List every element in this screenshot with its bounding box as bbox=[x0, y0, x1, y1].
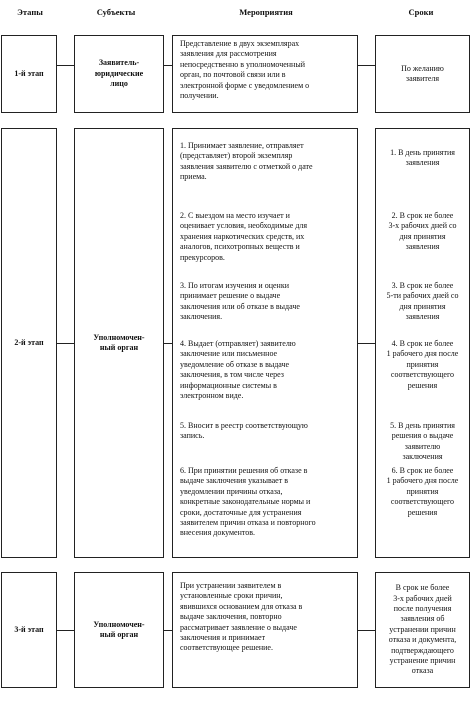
stage1-connector-a bbox=[57, 65, 74, 66]
stage3-label: 3-й этап bbox=[14, 624, 44, 634]
stage1-subject: Заявитель- юридические лицо bbox=[94, 58, 144, 89]
header-terms: Сроки bbox=[408, 7, 434, 17]
stage2-subject: Уполномочен- ный орган bbox=[93, 332, 145, 352]
stage3-action-box bbox=[172, 572, 358, 688]
stage1-action-box bbox=[172, 35, 358, 113]
stage2-action-5: 5. Вносит в реестр соответствующую запись. bbox=[180, 421, 308, 441]
stage2-term-4: 4. В срок не более 1 рабочего дня после принятия соответствующего решения bbox=[386, 339, 459, 390]
stage1-term: По желанию заявителя bbox=[401, 63, 444, 83]
stage3-connector-c bbox=[358, 630, 375, 631]
stage2-action-1: 1. Принимает заявление, отправляет (представляет) второй экземпляр заявления заявителю с отметкой о дате приема. bbox=[180, 141, 313, 182]
header-subjects: Субъекты bbox=[96, 7, 136, 17]
stage2-term-1: 1. В день принятия заявления bbox=[390, 148, 455, 168]
stage2-connector-b bbox=[164, 343, 172, 344]
stage2-term-2: 2. В срок не более 3-х рабочих дней со дня принятия заявления bbox=[388, 211, 457, 252]
stage2-terms-box bbox=[375, 128, 470, 558]
stage1-term-box bbox=[375, 35, 470, 113]
stage3-connector-b bbox=[164, 630, 172, 631]
stage3-subject-box bbox=[74, 572, 164, 688]
header-stages: Этапы bbox=[17, 7, 43, 17]
stage2-connector-c bbox=[358, 343, 375, 344]
stage2-action-6: 6. При принятии решения об отказе в выдаче заключения указывает в уведомлении причины отказа, конкретные законодательные нормы и сроки, достаточные для устранения заявителем причин отказа и повторного внесения документов. bbox=[180, 466, 316, 538]
stage2-label-box bbox=[1, 128, 57, 558]
stage1-connector-b bbox=[164, 65, 172, 66]
stage2-actions-box bbox=[172, 128, 358, 558]
stage2-connector-a bbox=[57, 343, 74, 344]
stage2-action-2: 2. С выездом на место изучает и оценивает условия, необходимые для хранения наркотических средств, их аналогов, психотропных веществ и прекурсоров. bbox=[180, 211, 308, 262]
stage2-action-3: 3. По итогам изучения и оценки принимает решение о выдаче заключения или об отказе в выдаче заключения. bbox=[180, 281, 300, 322]
stage3-subject: Уполномочен- ный орган bbox=[93, 619, 145, 639]
header-actions: Мероприятия bbox=[239, 7, 293, 17]
stage1-label-box bbox=[1, 35, 57, 113]
stage3-label-box bbox=[1, 572, 57, 688]
stage1-label: 1-й этап bbox=[14, 68, 44, 78]
stage1-connector-c bbox=[358, 65, 375, 66]
stage3-term: В срок не более 3-х рабочих дней после получения заявления об устранении причин отказа и документа, подтверждающего устранение причин отказа bbox=[388, 583, 457, 676]
stage3-action: При устранении заявителем в установленные сроки причин, явившихся основанием для отказа в выдаче заключения, повторно рассматривает заявление о выдаче заключения и принимает соответствующее решение. bbox=[180, 581, 303, 653]
stage2-term-6: 6. В срок не более 1 рабочего дня после принятия соответствующего решения bbox=[386, 466, 459, 517]
stage1-action: Представление в двух экземплярах заявления для рассмотрения непосредственно в уполномоченный орган, по почтовой связи или в электронной форме с уведомлением о получении. bbox=[180, 39, 310, 101]
stage3-term-box bbox=[375, 572, 470, 688]
stage2-term-3: 3. В срок не более 5-ти рабочих дней со дня принятия заявления bbox=[386, 281, 459, 322]
stage1-subject-box bbox=[74, 35, 164, 113]
stage2-label: 2-й этап bbox=[14, 337, 44, 347]
stage2-term-5: 5. В день принятия решения о выдаче заявителю заключения bbox=[390, 421, 455, 462]
stage2-action-4: 4. Выдает (отправляет) заявителю заключение или письменное уведомление об отказе в выдаче заключения, в том числе через информационные системы в электронном виде. bbox=[180, 339, 296, 401]
stage3-connector-a bbox=[57, 630, 74, 631]
stage2-subject-box bbox=[74, 128, 164, 558]
